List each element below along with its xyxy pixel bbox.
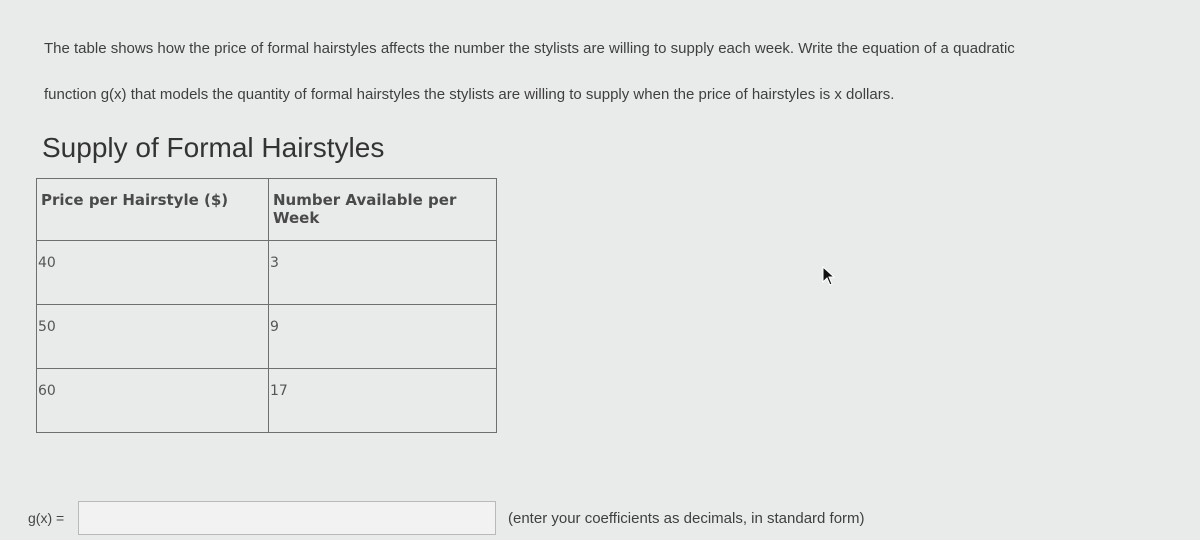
question-line-1: The table shows how the price of formal hairstyles affects the number the stylists are willing to supply each week. Write the equation of a quadratic — [44, 40, 1015, 57]
column-header-number: Number Available per Week — [269, 179, 497, 241]
answer-hint: (enter your coefficients as decimals, in standard form) — [508, 509, 865, 527]
column-header-price: Price per Hairstyle ($) — [37, 179, 269, 241]
price-cell: 50 — [37, 305, 269, 369]
table-row — [37, 241, 497, 305]
mouse-pointer-icon — [822, 266, 836, 286]
number-cell: 17 — [269, 369, 497, 433]
answer-row — [28, 500, 865, 536]
question-text — [44, 26, 1154, 118]
supply-table — [36, 178, 497, 433]
question-line-2: function g(x) that models the quantity of formal hairstyles the stylists are willing to supply when the price of hairstyles is x dollars. — [44, 86, 895, 103]
table-row — [37, 369, 497, 433]
number-cell: 3 — [269, 241, 497, 305]
answer-input[interactable] — [78, 501, 496, 535]
table-row — [37, 305, 497, 369]
price-cell: 60 — [37, 369, 269, 433]
table-header-row — [37, 179, 497, 241]
price-cell: 40 — [37, 241, 269, 305]
table-title: Supply of Formal Hairstyles — [42, 132, 385, 163]
answer-label: g(x) = — [28, 510, 65, 526]
number-cell: 9 — [269, 305, 497, 369]
